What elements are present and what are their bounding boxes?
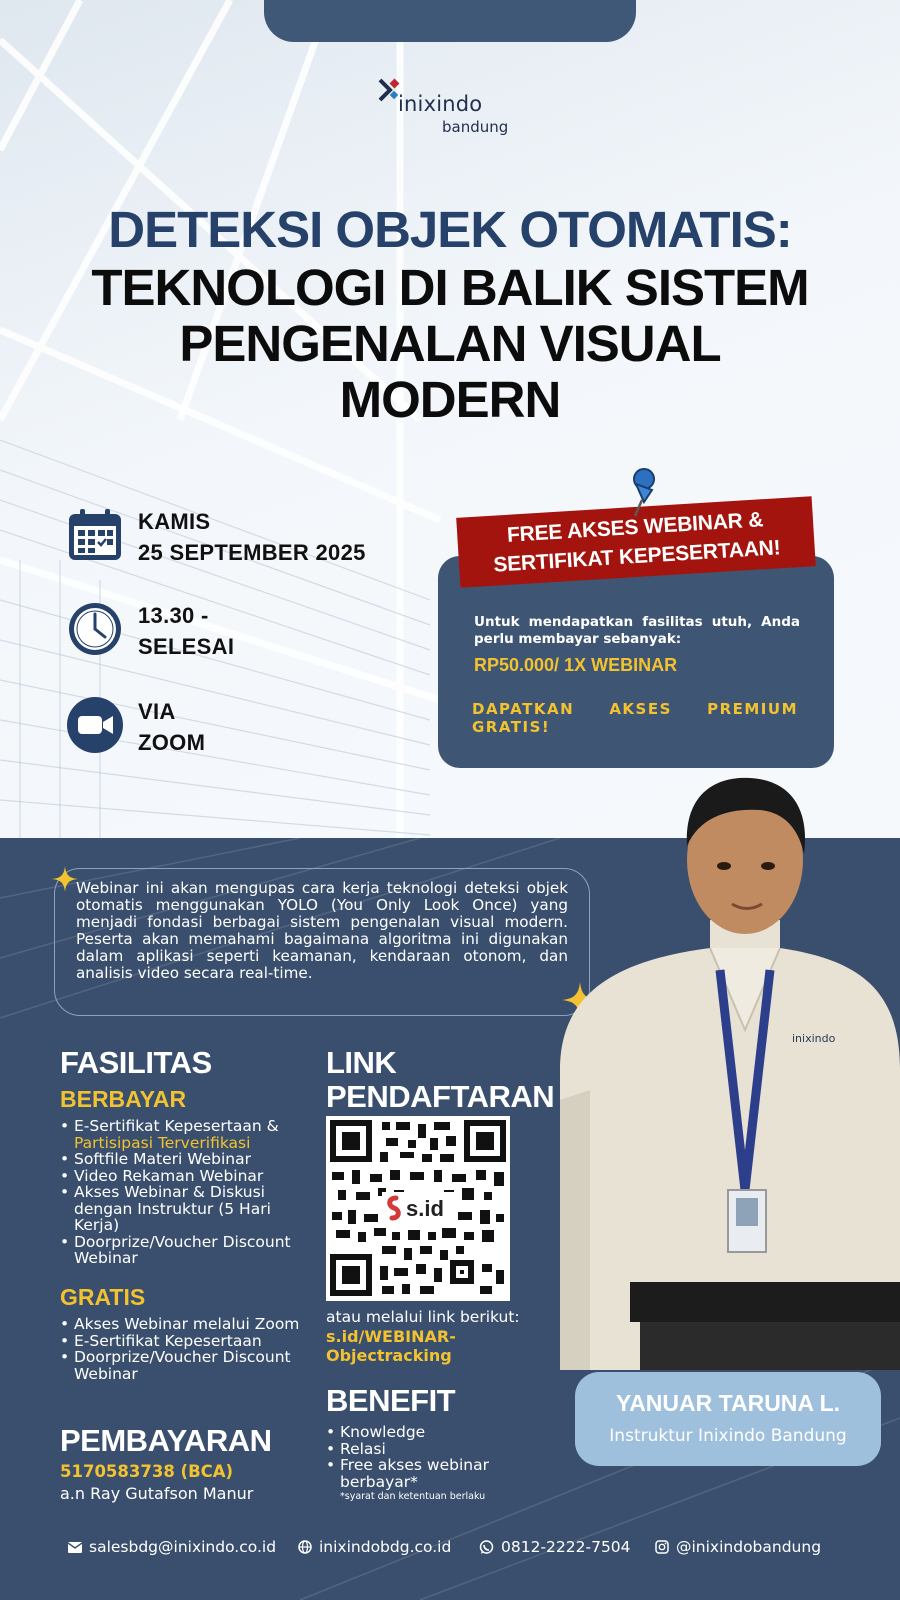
speaker-role: Instruktur Inixindo Bandung: [609, 1426, 847, 1446]
globe-icon: [298, 1540, 312, 1554]
paid-heading: BERBAYAR: [60, 1086, 187, 1112]
promo-banner-line-2: SERTIFIKAT KEPESERTAAN!: [492, 536, 782, 577]
title-line-3: PENGENALAN VISUAL: [179, 315, 721, 372]
benefit-list: [326, 1424, 526, 1490]
payment-heading: PEMBAYARAN: [60, 1423, 272, 1458]
list-item: • Akses Webinar & Diskusi dengan Instruktur (5 Hari Kerja): [60, 1184, 310, 1234]
list-item: • Doorprize/Voucher Discount Webinar: [60, 1349, 300, 1382]
footer-website[interactable]: inixindobdg.co.id: [298, 1538, 451, 1556]
sparkle-icon: [52, 866, 78, 892]
speaker-photo: [560, 770, 900, 1370]
venue-label: VIA: [138, 699, 176, 724]
footer-email[interactable]: salesbdg@inixindo.co.id: [68, 1538, 276, 1556]
event-time-start: 13.30 -: [138, 603, 209, 628]
benefit-note: *syarat dan ketentuan berlaku: [340, 1491, 486, 1502]
speaker-card: [575, 1372, 881, 1466]
free-heading: GRATIS: [60, 1284, 146, 1310]
footer: [0, 1538, 900, 1562]
highlight-text: Partisipasi Terverifikasi: [74, 1133, 251, 1152]
promo-description: Untuk mendapatkan fasilitas utuh, Anda perlu membayar sebanyak:: [474, 614, 800, 647]
push-pin-icon: [622, 466, 662, 520]
list-item: • Knowledge: [326, 1424, 526, 1441]
list-item: • Relasi: [326, 1441, 526, 1458]
promo-price: RP50.000/ 1X WEBINAR: [474, 655, 678, 675]
title-line-1: DETEKSI OBJEK OTOMATIS:: [108, 201, 792, 258]
event-day: KAMIS: [138, 509, 211, 534]
brand-logo: [378, 78, 528, 138]
title-line-4: MODERN: [339, 371, 561, 428]
registration-heading: LINK PENDAFTARAN: [326, 1045, 555, 1114]
logo-city: bandung: [442, 118, 509, 136]
promo-banner-line-1: FREE AKSES WEBINAR &: [506, 508, 764, 547]
qr-code-image[interactable]: [330, 1120, 506, 1296]
venue-name: ZOOM: [138, 730, 206, 755]
list-item: • Video Rekaman Webinar: [60, 1168, 310, 1185]
list-item: • E-Sertifikat Kepesertaan: [60, 1333, 300, 1350]
venue-row: [66, 696, 205, 758]
logo-name: inixindo: [398, 92, 483, 116]
video-camera-icon: [66, 696, 124, 754]
list-item: • Softfile Materi Webinar: [60, 1151, 310, 1168]
svg-text:inixindo: inixindo: [792, 1032, 836, 1045]
promo-premium: DAPATKAN AKSES PREMIUM GRATIS!: [472, 700, 798, 736]
paid-facilities-list: [60, 1118, 310, 1267]
qr-center-label: s.id: [406, 1196, 444, 1221]
time-row: [66, 600, 234, 662]
webinar-description: Webinar ini akan mengupas cara kerja teknologi deteksi objek otomatis menggunakan YOLO (You Only Look Once) yang menjadi fondasi berbagai sistem pengenalan visual modern. Peserta akan memahami bagaimana algoritma ini digunakan dalam aplikasi seperti keamanan, kendaraan otonom, dan analisis video secara real-time.: [76, 879, 568, 982]
payment-account-name: a.n Ray Gutafson Manur: [60, 1484, 254, 1503]
footer-phone[interactable]: 0812-2222-7504: [479, 1538, 631, 1556]
page-title: [60, 200, 840, 428]
calendar-icon: [66, 506, 124, 564]
list-item: • Free akses webinar berbayar*: [326, 1457, 526, 1490]
list-item: • E-Sertifikat Kepesertaan & Partisipasi Terverifikasi: [60, 1118, 310, 1151]
whatsapp-icon: [479, 1540, 494, 1555]
event-time-end: SELESAI: [138, 634, 235, 659]
link-intro: atau melalui link berikut:: [326, 1308, 520, 1326]
registration-link[interactable]: s.id/WEBINAR-Objectracking: [326, 1327, 456, 1365]
benefit-heading: BENEFIT: [326, 1383, 456, 1418]
top-tab-decoration: [264, 0, 636, 42]
speaker-name: YANUAR TARUNA L.: [615, 1390, 841, 1416]
event-date: 25 SEPTEMBER 2025: [138, 540, 366, 565]
facilities-heading: FASILITAS: [60, 1045, 212, 1080]
date-row: [66, 506, 366, 568]
free-facilities-list: [60, 1316, 300, 1382]
instagram-icon: [655, 1540, 669, 1554]
clock-icon: [66, 600, 124, 658]
footer-instagram[interactable]: @inixindobandung: [655, 1538, 821, 1556]
title-line-2: TEKNOLOGI DI BALIK SISTEM: [91, 259, 809, 316]
payment-account: 5170583738 (BCA): [60, 1462, 234, 1481]
list-item: • Doorprize/Voucher Discount Webinar: [60, 1234, 310, 1267]
list-item: • Akses Webinar melalui Zoom: [60, 1316, 300, 1333]
mail-icon: [68, 1542, 82, 1553]
